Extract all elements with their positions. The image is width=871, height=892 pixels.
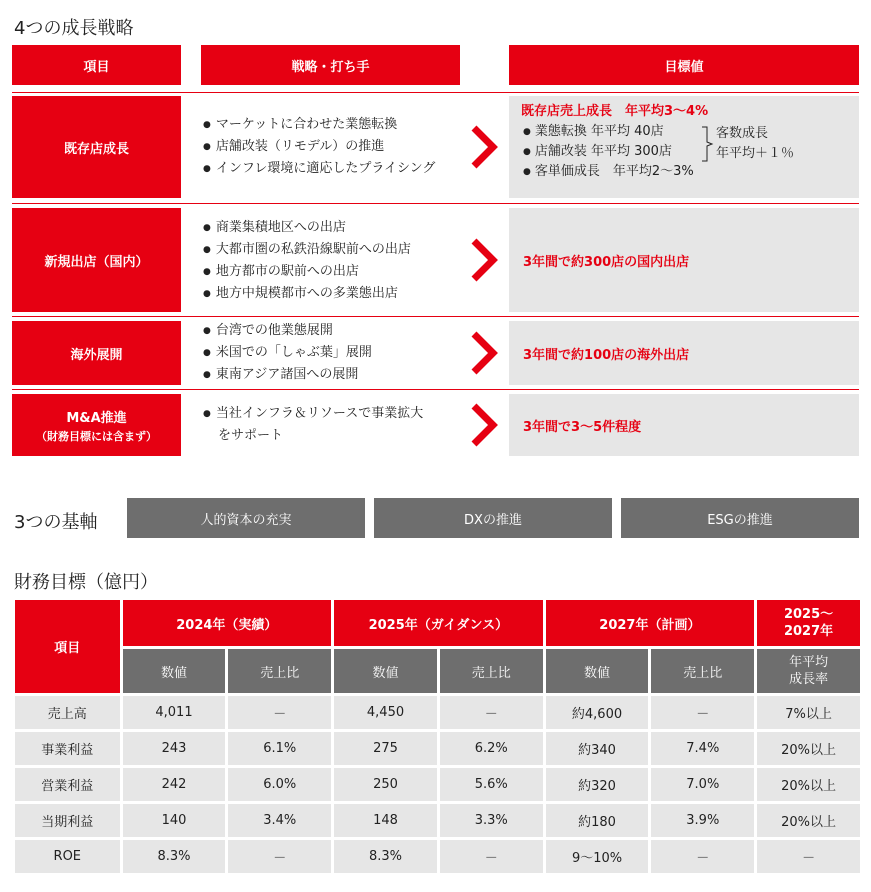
fin-cell: 148 <box>334 804 437 837</box>
fin-row-name: 事業利益 <box>15 732 120 765</box>
fin-cell: 3.4% <box>228 804 331 837</box>
fin-cell: 140 <box>123 804 226 837</box>
bullets-existing <box>203 114 435 180</box>
fin-cell: 約320 <box>546 768 649 801</box>
fin-cell: 7.0% <box>651 768 754 801</box>
bullet-item: ● 地方都市の駅前への出店 <box>203 261 411 283</box>
bullet-item: ● 地方中規模都市への多業態出店 <box>203 283 411 305</box>
row-divider <box>12 316 859 317</box>
fin-cell: 4,011 <box>123 696 226 729</box>
header-divider <box>12 92 859 93</box>
bullet-item: ● 大都市圏の私鉄沿線駅前への出店 <box>203 239 411 261</box>
chevron-right-icon <box>466 330 500 376</box>
fin-cell: － <box>440 696 543 729</box>
bullet-item: ● 当社インフラ＆リソースで事業拡大 <box>203 403 423 425</box>
fin-cell: 約340 <box>546 732 649 765</box>
target-line: ● 店舗改装 年平均 300店 <box>523 142 859 162</box>
target-existing <box>509 96 859 198</box>
fin-row-name: 売上高 <box>15 696 120 729</box>
row-label-existing <box>12 96 181 198</box>
fin-cell: － <box>440 840 543 873</box>
fin-header-item: 項目 <box>15 600 120 693</box>
fin-cell: 20%以上 <box>757 804 860 837</box>
fin-sub-value: 数値 <box>334 649 437 693</box>
fin-cell: 6.2% <box>440 732 543 765</box>
row-label-text: 新規出店（国内） <box>44 254 149 270</box>
fin-cell: 3.9% <box>651 804 754 837</box>
financial-title: 財務目標（億円） <box>14 572 158 593</box>
chevron-right-icon <box>466 237 500 283</box>
table-row <box>15 804 860 837</box>
bullet-item: ● 東南アジア諸国への展開 <box>203 364 372 386</box>
fin-cell: 約4,600 <box>546 696 649 729</box>
row-divider <box>12 203 859 204</box>
foundation-human-capital: 人的資本の充実 <box>127 498 365 538</box>
fin-header-2025: 2025年（ガイダンス） <box>334 600 543 646</box>
fin-cell: 20%以上 <box>757 768 860 801</box>
fin-sub-cagr: 年平均 成長率 <box>757 649 860 693</box>
header-strategy: 戦略・打ち手 <box>201 45 460 85</box>
target-ma: 3年間で3～5件程度 <box>509 394 859 456</box>
row-label-ma <box>12 394 181 456</box>
fin-cell: － <box>228 840 331 873</box>
bullets-ma <box>203 403 423 447</box>
bullet-item: ● 商業集積地区への出店 <box>203 217 411 239</box>
bullet-item: ● 台湾での他業態展開 <box>203 320 372 342</box>
fin-cell: 250 <box>334 768 437 801</box>
fin-cell: 7.4% <box>651 732 754 765</box>
table-row <box>15 696 860 729</box>
chevron-right-icon <box>466 124 500 170</box>
fin-cell: 7%以上 <box>757 696 860 729</box>
target-overseas: 3年間で約100店の海外出店 <box>509 321 859 385</box>
bullet-item: ● 米国での「しゃぶ葉」展開 <box>203 342 372 364</box>
fin-sub-value: 数値 <box>546 649 649 693</box>
bullet-item: ● インフレ環境に適応したプライシング <box>203 158 435 180</box>
target-line: ● 業態転換 年平均 40店 <box>523 122 859 142</box>
fin-row-name: ROE <box>15 840 120 873</box>
fin-header-2027: 2027年（計画） <box>546 600 755 646</box>
fin-cell: 242 <box>123 768 226 801</box>
fin-sub-value: 数値 <box>123 649 226 693</box>
foundation-esg: ESGの推進 <box>621 498 859 538</box>
row-label-domestic <box>12 208 181 312</box>
fin-cell: 4,450 <box>334 696 437 729</box>
fin-row-name: 営業利益 <box>15 768 120 801</box>
fin-cell: － <box>651 840 754 873</box>
fin-cell: 約180 <box>546 804 649 837</box>
foundation-title: 3つの基軸 <box>14 512 98 533</box>
bullet-item-continued: をサポート <box>218 428 284 443</box>
fin-cell: 9～10% <box>546 840 649 873</box>
bullet-item: ● マーケットに合わせた業態転換 <box>203 114 435 136</box>
fin-cell: － <box>651 696 754 729</box>
growth-title: 4つの成長戦略 <box>14 18 134 39</box>
fin-cell: 6.1% <box>228 732 331 765</box>
foundation-dx: DXの推進 <box>374 498 612 538</box>
row-label-overseas <box>12 321 181 385</box>
fin-cell: 20%以上 <box>757 732 860 765</box>
row-divider <box>12 389 859 390</box>
fin-row-name: 当期利益 <box>15 804 120 837</box>
fin-cell: 275 <box>334 732 437 765</box>
row-sublabel-text: （財務目標には含まず） <box>36 429 157 443</box>
target-domestic: 3年間で約300店の国内出店 <box>509 208 859 312</box>
fin-sub-ratio: 売上比 <box>440 649 543 693</box>
bullets-overseas <box>203 320 372 386</box>
fin-cell: － <box>228 696 331 729</box>
financial-table <box>12 597 863 876</box>
fin-cell: 8.3% <box>334 840 437 873</box>
target-side-line: 客数成長 <box>716 126 769 141</box>
fin-header-cagr-period: 2025～ 2027年 <box>757 600 860 646</box>
table-row <box>15 840 860 873</box>
fin-cell: 6.0% <box>228 768 331 801</box>
fin-cell: － <box>757 840 860 873</box>
bullet-item: ● 店舗改装（リモデル）の推進 <box>203 136 435 158</box>
target-side-line: 年平均＋１％ <box>716 146 795 161</box>
fin-cell: 3.3% <box>440 804 543 837</box>
brace-icon <box>700 126 714 162</box>
header-item: 項目 <box>12 45 181 85</box>
fin-cell: 8.3% <box>123 840 226 873</box>
table-row <box>15 768 860 801</box>
fin-cell: 5.6% <box>440 768 543 801</box>
fin-sub-ratio: 売上比 <box>228 649 331 693</box>
fin-sub-ratio: 売上比 <box>651 649 754 693</box>
row-label-text: M&A推進 <box>66 410 127 426</box>
target-line: ● 客単価成長 年平均2～3% <box>523 162 859 182</box>
chevron-right-icon <box>466 402 500 448</box>
fin-header-2024: 2024年（実績） <box>123 600 332 646</box>
target-side <box>716 124 794 164</box>
fin-cell: 243 <box>123 732 226 765</box>
bullets-domestic <box>203 217 411 305</box>
header-target: 目標値 <box>509 45 859 85</box>
table-row <box>15 732 860 765</box>
target-existing-title: 既存店売上成長 年平均3～4% <box>521 104 709 119</box>
row-label-text: 既存店成長 <box>63 141 129 157</box>
row-label-text: 海外展開 <box>70 347 123 363</box>
